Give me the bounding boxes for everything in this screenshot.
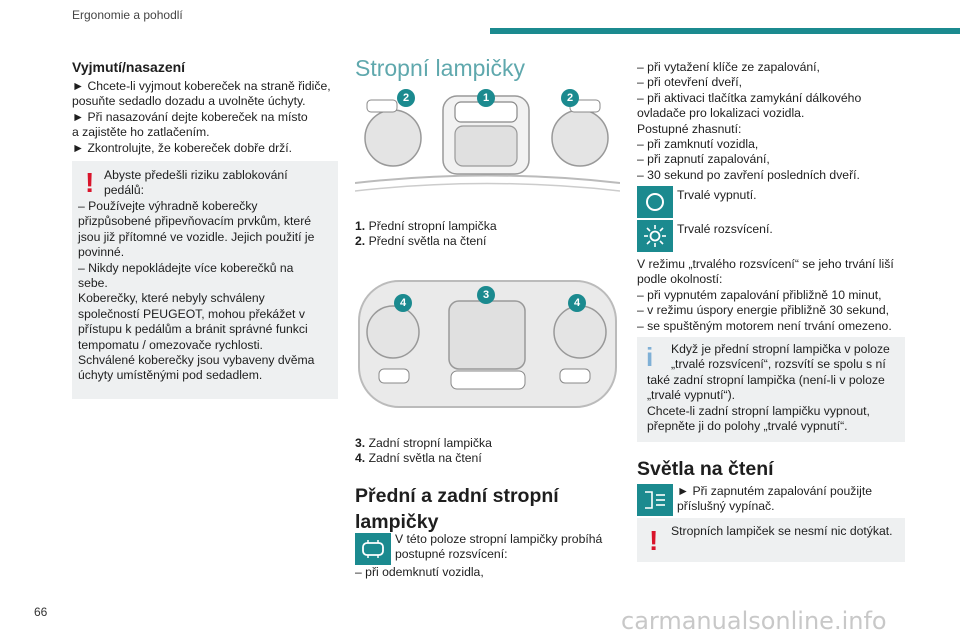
r-line-4: Postupné zhasnutí: <box>637 121 742 136</box>
r-line-3: ovladače pro lokalizaci vozidla. <box>637 106 805 121</box>
off-label: Trvalé vypnutí. <box>677 188 757 202</box>
left-line-4: a zajistěte ho zatlačením. <box>72 125 210 140</box>
warning-2-text: Stropních lampiček se nesmí nic dotýkat. <box>671 524 893 538</box>
warn-line-13: úchyty umístěnými pod sedadlem. <box>78 368 263 383</box>
info-icon: i <box>646 342 654 372</box>
warn-line-4: jsou již přítomné ve vozidle. Jejich použití je <box>78 229 315 244</box>
r-line-2: – při aktivaci tlačítka zamykání dálkového <box>637 90 862 105</box>
legend-front <box>355 219 620 250</box>
info-box <box>637 337 905 442</box>
info-line-4: Chcete-li zadní stropní lampičku vypnout, <box>647 403 870 418</box>
left-line-3: ► Při nasazování dejte kobereček na místo <box>72 109 308 124</box>
warn-line-0: Abyste předešli riziku zablokování <box>104 168 288 182</box>
warn-line-6: – Nikdy nepokládejte více koberečků na <box>78 260 294 275</box>
warn-line-8: Koberečky, které nebyly schváleny <box>78 291 265 306</box>
reading-light-icon <box>637 484 673 516</box>
warning-icon-2: ! <box>649 525 659 556</box>
section-header: Ergonomie a pohodlí <box>72 8 183 22</box>
warn-line-3: přizpůsobené připevňovacím prvkům, které <box>78 214 312 229</box>
left-text <box>72 79 342 156</box>
header-accent-bar <box>490 28 960 34</box>
on-icon <box>637 220 673 252</box>
r2-line-1: podle okolností: <box>637 272 723 287</box>
badge-4-left: 4 <box>394 294 412 312</box>
left-line-1: ► Chcete-li vyjmout kobereček na straně řidiče, <box>72 79 331 93</box>
r2-line-2: – při vypnutém zapalování přibližně 10 minut, <box>637 287 882 302</box>
legend-rear <box>355 436 620 467</box>
badge-4-right: 4 <box>568 294 586 312</box>
warn-line-2: – Používejte výhradně koberečky <box>78 199 258 213</box>
r-line-7: – 30 sekund po zavření posledních dveří. <box>637 167 860 182</box>
door-text-1: V této poloze stropní lampičky probíhá <box>395 532 603 546</box>
warn-line-10: přístupu k pedálům a bránit správné funkci <box>78 322 308 337</box>
item4-num: 4. <box>355 451 366 466</box>
warning-box <box>72 161 338 399</box>
h2-line-2: lampičky <box>355 511 439 533</box>
warn-line-9: společností PEUGEOT, mohou překážet v <box>78 306 305 321</box>
watermark: carmanualsonline.info <box>621 607 887 635</box>
reading-heading: Světla na čtení <box>637 458 774 480</box>
item4-label: Zadní světla na čtení <box>368 451 482 466</box>
warning-box-2 <box>637 518 905 562</box>
item3-num: 3. <box>355 436 366 450</box>
warn-line-1: pedálů: <box>104 183 144 198</box>
warning-icon: ! <box>85 167 95 198</box>
right-text-1 <box>637 60 905 183</box>
page-number: 66 <box>34 605 48 619</box>
item2-label: Přední světla na čtení <box>368 234 487 249</box>
h2-line-1: Přední a zadní stropní <box>355 485 559 507</box>
warn-line-11: tempomatu / omezovače rychlosti. <box>78 337 263 352</box>
r2-line-3: – v režimu úspory energie přibližně 30 sekund, <box>637 303 890 318</box>
badge-3: 3 <box>477 286 495 304</box>
badge-1: 1 <box>477 89 495 107</box>
reading-line-1: ► Při zapnutém zapalování použijte <box>677 484 872 498</box>
left-heading: Vyjmutí/nasazení <box>72 59 186 75</box>
info-line-2: také zadní stropní lampička (není-li v poloze <box>647 373 885 387</box>
warn-line-12: Schválené koberečky jsou vybaveny dvěma <box>78 353 315 368</box>
warn-line-5: povinné. <box>78 245 125 260</box>
info-line-1: „trvalé rozsvícení“, rozsvítí se spolu s ní <box>671 357 886 372</box>
door-light-icon <box>355 533 391 565</box>
item1-num: 1. <box>355 219 366 233</box>
reading-line-2: příslušný vypínač. <box>677 499 775 514</box>
info-line-5: přepněte ji do polohy „trvalé vypnutí“. <box>647 419 848 434</box>
badge-2-left: 2 <box>397 89 415 107</box>
badge-2-right: 2 <box>561 89 579 107</box>
r2-line-0: V režimu „trvalého rozsvícení“ se jeho trvání liší <box>637 257 894 271</box>
door-text-2: postupné rozsvícení: <box>395 547 508 562</box>
r-line-0: – při vytažení klíče ze zapalování, <box>637 60 820 74</box>
door-text-3: – při odemknutí vozidla, <box>355 565 484 579</box>
r-line-5: – při zamknutí vozidla, <box>637 137 759 152</box>
item2-num: 2. <box>355 234 366 249</box>
on-label: Trvalé rozsvícení. <box>677 222 773 236</box>
r-line-6: – při zapnutí zapalování, <box>637 152 770 167</box>
r2-line-4: – se spuštěným motorem není trvání omezeno. <box>637 318 892 333</box>
right-text-2 <box>637 257 905 334</box>
section-heading-front-rear <box>355 483 620 535</box>
item3-label: Zadní stropní lampička <box>368 436 492 450</box>
left-line-2: posuňte sedadlo dozadu a uvolněte úchyty. <box>72 94 306 109</box>
info-line-0: Když je přední stropní lampička v poloze <box>671 342 890 356</box>
off-icon <box>637 186 673 218</box>
left-line-5: ► Zkontrolujte, že kobereček dobře drží. <box>72 140 293 155</box>
item1-label: Přední stropní lampička <box>368 219 497 233</box>
page-title: Stropní lampičky <box>355 55 526 81</box>
warn-line-7: sebe. <box>78 276 108 291</box>
info-line-3: „trvalé vypnutí“). <box>647 388 736 403</box>
r-line-1: – při otevření dveří, <box>637 75 742 90</box>
